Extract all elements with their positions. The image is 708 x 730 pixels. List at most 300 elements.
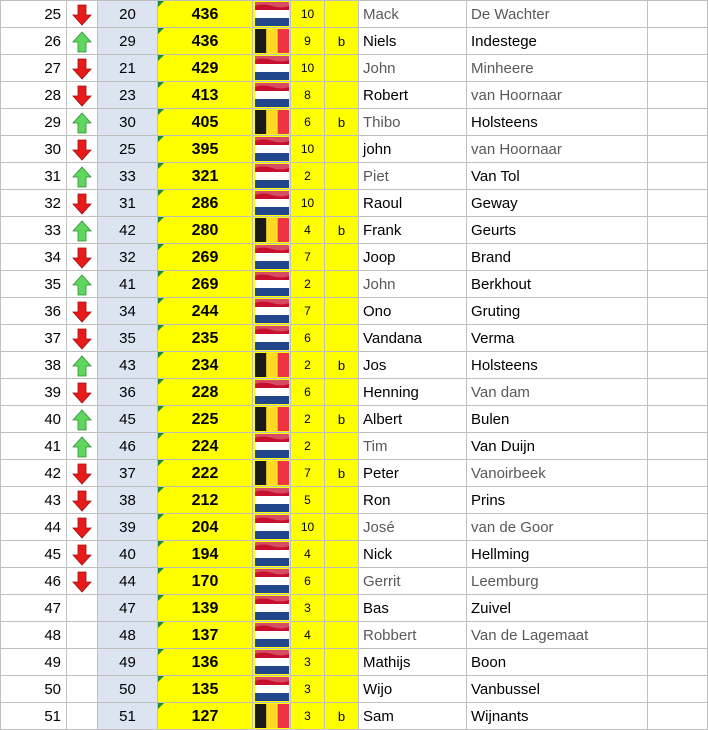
- count-cell[interactable]: 3: [291, 676, 325, 703]
- trend-cell[interactable]: [67, 568, 98, 595]
- score-cell[interactable]: 127: [158, 703, 253, 730]
- score-cell[interactable]: 244: [158, 298, 253, 325]
- previous-position-cell[interactable]: 25: [98, 136, 158, 163]
- previous-position-cell[interactable]: 21: [98, 55, 158, 82]
- country-code-cell[interactable]: [325, 676, 359, 703]
- netherlands-flag-icon: [255, 326, 289, 350]
- previous-position-cell[interactable]: 46: [98, 433, 158, 460]
- count-cell[interactable]: 10: [291, 190, 325, 217]
- country-code-cell[interactable]: [325, 379, 359, 406]
- last-name-cell[interactable]: Berkhout: [467, 271, 648, 298]
- position-cell[interactable]: 37: [1, 325, 67, 352]
- trend-cell[interactable]: [67, 136, 98, 163]
- empty-cell[interactable]: [648, 298, 708, 325]
- count-cell[interactable]: 10: [291, 55, 325, 82]
- score-cell[interactable]: 286: [158, 190, 253, 217]
- position-cell[interactable]: 39: [1, 379, 67, 406]
- empty-cell[interactable]: [648, 55, 708, 82]
- first-name-cell[interactable]: Vandana: [359, 325, 467, 352]
- first-name-cell[interactable]: Gerrit: [359, 568, 467, 595]
- flag-cell[interactable]: [253, 460, 291, 487]
- previous-position-cell[interactable]: 34: [98, 298, 158, 325]
- previous-position-cell[interactable]: 43: [98, 352, 158, 379]
- position-cell[interactable]: 34: [1, 244, 67, 271]
- empty-cell[interactable]: [648, 541, 708, 568]
- empty-cell[interactable]: [648, 82, 708, 109]
- empty-cell[interactable]: [648, 1, 708, 28]
- last-name-cell[interactable]: Boon: [467, 649, 648, 676]
- previous-position-cell[interactable]: 39: [98, 514, 158, 541]
- position-cell[interactable]: 44: [1, 514, 67, 541]
- score-cell[interactable]: 436: [158, 1, 253, 28]
- count-cell[interactable]: 2: [291, 163, 325, 190]
- country-code-cell[interactable]: [325, 244, 359, 271]
- trend-cell[interactable]: [67, 514, 98, 541]
- country-code-cell[interactable]: [325, 622, 359, 649]
- flag-cell[interactable]: [253, 703, 291, 730]
- first-name-cell[interactable]: Mack: [359, 1, 467, 28]
- count-cell[interactable]: 10: [291, 1, 325, 28]
- flag-cell[interactable]: [253, 1, 291, 28]
- empty-cell[interactable]: [648, 703, 708, 730]
- last-name-cell[interactable]: Brand: [467, 244, 648, 271]
- flag-cell[interactable]: [253, 406, 291, 433]
- trend-cell[interactable]: [67, 406, 98, 433]
- up-arrow-icon: [72, 436, 92, 458]
- score-cell[interactable]: 395: [158, 136, 253, 163]
- last-name-cell[interactable]: Zuivel: [467, 595, 648, 622]
- belgium-flag-icon: [255, 353, 289, 377]
- last-name-cell[interactable]: Geurts: [467, 217, 648, 244]
- score-cell[interactable]: 137: [158, 622, 253, 649]
- trend-cell[interactable]: [67, 28, 98, 55]
- netherlands-flag-icon: [255, 650, 289, 674]
- score-cell[interactable]: 139: [158, 595, 253, 622]
- score-cell[interactable]: 280: [158, 217, 253, 244]
- score-cell[interactable]: 321: [158, 163, 253, 190]
- last-name-cell[interactable]: Hellming: [467, 541, 648, 568]
- country-code-cell[interactable]: b: [325, 217, 359, 244]
- empty-cell[interactable]: [648, 325, 708, 352]
- table-row: [1, 136, 708, 163]
- trend-cell[interactable]: [67, 82, 98, 109]
- flag-cell[interactable]: [253, 217, 291, 244]
- score-cell[interactable]: 194: [158, 541, 253, 568]
- score-cell[interactable]: 405: [158, 109, 253, 136]
- score-cell[interactable]: 222: [158, 460, 253, 487]
- first-name-cell[interactable]: Albert: [359, 406, 467, 433]
- trend-cell[interactable]: [67, 190, 98, 217]
- position-cell[interactable]: 49: [1, 649, 67, 676]
- flag-cell[interactable]: [253, 622, 291, 649]
- down-arrow-icon: [72, 544, 92, 566]
- table-row: [1, 271, 708, 298]
- flag-cell[interactable]: [253, 541, 291, 568]
- position-cell[interactable]: 46: [1, 568, 67, 595]
- flag-cell[interactable]: [253, 649, 291, 676]
- table-row: [1, 1, 708, 28]
- last-name-cell[interactable]: Minheere: [467, 55, 648, 82]
- count-cell[interactable]: 6: [291, 109, 325, 136]
- country-code-cell[interactable]: [325, 163, 359, 190]
- trend-cell[interactable]: [67, 217, 98, 244]
- country-code-cell[interactable]: [325, 136, 359, 163]
- last-name-cell[interactable]: Gruting: [467, 298, 648, 325]
- table-row: [1, 217, 708, 244]
- score-cell[interactable]: 170: [158, 568, 253, 595]
- flag-cell[interactable]: [253, 352, 291, 379]
- table-row: [1, 703, 708, 730]
- count-cell[interactable]: 10: [291, 514, 325, 541]
- position-cell[interactable]: 51: [1, 703, 67, 730]
- position-cell[interactable]: 42: [1, 460, 67, 487]
- position-cell[interactable]: 48: [1, 622, 67, 649]
- score-cell[interactable]: 436: [158, 28, 253, 55]
- first-name-cell[interactable]: Bas: [359, 595, 467, 622]
- score-cell[interactable]: 224: [158, 433, 253, 460]
- previous-position-cell[interactable]: 50: [98, 676, 158, 703]
- flag-cell[interactable]: [253, 676, 291, 703]
- position-cell[interactable]: 50: [1, 676, 67, 703]
- table-row: [1, 568, 708, 595]
- empty-cell[interactable]: [648, 622, 708, 649]
- up-arrow-icon: [72, 409, 92, 431]
- flag-cell[interactable]: [253, 595, 291, 622]
- flag-cell[interactable]: [253, 487, 291, 514]
- first-name-cell[interactable]: Ron: [359, 487, 467, 514]
- last-name-cell[interactable]: Vanoirbeek: [467, 460, 648, 487]
- previous-position-cell[interactable]: 23: [98, 82, 158, 109]
- first-name-cell[interactable]: Robbert: [359, 622, 467, 649]
- trend-cell[interactable]: [67, 325, 98, 352]
- previous-position-cell[interactable]: 29: [98, 28, 158, 55]
- first-name-cell[interactable]: Raoul: [359, 190, 467, 217]
- country-code-cell[interactable]: b: [325, 352, 359, 379]
- table-row: [1, 163, 708, 190]
- trend-cell[interactable]: [67, 109, 98, 136]
- empty-cell[interactable]: [648, 28, 708, 55]
- last-name-cell[interactable]: Verma: [467, 325, 648, 352]
- position-cell[interactable]: 40: [1, 406, 67, 433]
- flag-cell[interactable]: [253, 190, 291, 217]
- first-name-cell[interactable]: Sam: [359, 703, 467, 730]
- previous-position-cell[interactable]: 32: [98, 244, 158, 271]
- previous-position-cell[interactable]: 49: [98, 649, 158, 676]
- country-code-cell[interactable]: [325, 514, 359, 541]
- score-cell[interactable]: 228: [158, 379, 253, 406]
- country-code-cell[interactable]: [325, 82, 359, 109]
- empty-cell[interactable]: [648, 487, 708, 514]
- count-cell[interactable]: 2: [291, 406, 325, 433]
- position-cell[interactable]: 30: [1, 136, 67, 163]
- country-code-cell[interactable]: [325, 325, 359, 352]
- trend-cell[interactable]: [67, 541, 98, 568]
- down-arrow-icon: [72, 247, 92, 269]
- flag-cell[interactable]: [253, 568, 291, 595]
- previous-position-cell[interactable]: 48: [98, 622, 158, 649]
- first-name-cell[interactable]: Nick: [359, 541, 467, 568]
- previous-position-cell[interactable]: 30: [98, 109, 158, 136]
- count-cell[interactable]: 9: [291, 28, 325, 55]
- country-code-cell[interactable]: [325, 271, 359, 298]
- count-cell[interactable]: 7: [291, 460, 325, 487]
- position-cell[interactable]: 26: [1, 28, 67, 55]
- trend-cell[interactable]: [67, 460, 98, 487]
- country-code-cell[interactable]: b: [325, 703, 359, 730]
- first-name-cell[interactable]: Ono: [359, 298, 467, 325]
- table-row: [1, 82, 708, 109]
- country-code-cell[interactable]: [325, 1, 359, 28]
- count-cell[interactable]: 5: [291, 487, 325, 514]
- empty-cell[interactable]: [648, 433, 708, 460]
- country-code-cell[interactable]: [325, 55, 359, 82]
- first-name-cell[interactable]: John: [359, 271, 467, 298]
- count-cell[interactable]: 2: [291, 271, 325, 298]
- country-code-cell[interactable]: [325, 568, 359, 595]
- country-code-cell[interactable]: b: [325, 406, 359, 433]
- table-row: [1, 109, 708, 136]
- last-name-cell[interactable]: Holsteens: [467, 352, 648, 379]
- last-name-cell[interactable]: Vanbussel: [467, 676, 648, 703]
- flag-cell[interactable]: [253, 163, 291, 190]
- netherlands-flag-icon: [255, 191, 289, 215]
- trend-cell[interactable]: [67, 379, 98, 406]
- down-arrow-icon: [72, 328, 92, 350]
- first-name-cell[interactable]: Joop: [359, 244, 467, 271]
- count-cell[interactable]: 3: [291, 595, 325, 622]
- trend-cell[interactable]: [67, 352, 98, 379]
- count-cell[interactable]: 6: [291, 568, 325, 595]
- last-name-cell[interactable]: Van Tol: [467, 163, 648, 190]
- position-cell[interactable]: 35: [1, 271, 67, 298]
- score-cell[interactable]: 135: [158, 676, 253, 703]
- trend-cell[interactable]: [67, 676, 98, 703]
- last-name-cell[interactable]: Holsteens: [467, 109, 648, 136]
- trend-cell[interactable]: [67, 703, 98, 730]
- trend-cell[interactable]: [67, 271, 98, 298]
- previous-position-cell[interactable]: 41: [98, 271, 158, 298]
- empty-cell[interactable]: [648, 271, 708, 298]
- flag-cell[interactable]: [253, 82, 291, 109]
- last-name-cell[interactable]: Indestege: [467, 28, 648, 55]
- first-name-cell[interactable]: Mathijs: [359, 649, 467, 676]
- position-cell[interactable]: 43: [1, 487, 67, 514]
- flag-cell[interactable]: [253, 379, 291, 406]
- last-name-cell[interactable]: Geway: [467, 190, 648, 217]
- position-cell[interactable]: 29: [1, 109, 67, 136]
- flag-cell[interactable]: [253, 271, 291, 298]
- previous-position-cell[interactable]: 38: [98, 487, 158, 514]
- score-cell[interactable]: 212: [158, 487, 253, 514]
- position-cell[interactable]: 31: [1, 163, 67, 190]
- previous-position-cell[interactable]: 35: [98, 325, 158, 352]
- score-cell[interactable]: 413: [158, 82, 253, 109]
- flag-cell[interactable]: [253, 325, 291, 352]
- country-code-cell[interactable]: b: [325, 460, 359, 487]
- down-arrow-icon: [72, 4, 92, 26]
- trend-cell[interactable]: [67, 433, 98, 460]
- table-row: [1, 622, 708, 649]
- flag-cell[interactable]: [253, 109, 291, 136]
- previous-position-cell[interactable]: 40: [98, 541, 158, 568]
- count-cell[interactable]: 4: [291, 622, 325, 649]
- flag-cell[interactable]: [253, 55, 291, 82]
- last-name-cell[interactable]: Wijnants: [467, 703, 648, 730]
- score-cell[interactable]: 269: [158, 244, 253, 271]
- first-name-cell[interactable]: Frank: [359, 217, 467, 244]
- trend-cell[interactable]: [67, 649, 98, 676]
- position-cell[interactable]: 41: [1, 433, 67, 460]
- table-row: [1, 460, 708, 487]
- trend-cell[interactable]: [67, 244, 98, 271]
- country-code-cell[interactable]: [325, 433, 359, 460]
- empty-cell[interactable]: [648, 649, 708, 676]
- empty-cell[interactable]: [648, 676, 708, 703]
- last-name-cell[interactable]: van Hoornaar: [467, 82, 648, 109]
- previous-position-cell[interactable]: 44: [98, 568, 158, 595]
- first-name-cell[interactable]: Wijo: [359, 676, 467, 703]
- previous-position-cell[interactable]: 37: [98, 460, 158, 487]
- down-arrow-icon: [72, 463, 92, 485]
- flag-cell[interactable]: [253, 433, 291, 460]
- last-name-cell[interactable]: Prins: [467, 487, 648, 514]
- trend-cell[interactable]: [67, 1, 98, 28]
- previous-position-cell[interactable]: 51: [98, 703, 158, 730]
- count-cell[interactable]: 4: [291, 217, 325, 244]
- position-cell[interactable]: 38: [1, 352, 67, 379]
- country-code-cell[interactable]: b: [325, 28, 359, 55]
- empty-cell[interactable]: [648, 217, 708, 244]
- empty-cell[interactable]: [648, 379, 708, 406]
- netherlands-flag-icon: [255, 137, 289, 161]
- score-cell[interactable]: 235: [158, 325, 253, 352]
- score-cell[interactable]: 234: [158, 352, 253, 379]
- empty-cell[interactable]: [648, 514, 708, 541]
- count-cell[interactable]: 6: [291, 379, 325, 406]
- position-cell[interactable]: 47: [1, 595, 67, 622]
- empty-cell[interactable]: [648, 568, 708, 595]
- score-cell[interactable]: 225: [158, 406, 253, 433]
- first-name-cell[interactable]: John: [359, 55, 467, 82]
- country-code-cell[interactable]: [325, 190, 359, 217]
- first-name-cell[interactable]: Jos: [359, 352, 467, 379]
- empty-cell[interactable]: [648, 460, 708, 487]
- last-name-cell[interactable]: Leemburg: [467, 568, 648, 595]
- previous-position-cell[interactable]: 45: [98, 406, 158, 433]
- first-name-cell[interactable]: Robert: [359, 82, 467, 109]
- score-cell[interactable]: 269: [158, 271, 253, 298]
- first-name-cell[interactable]: Piet: [359, 163, 467, 190]
- count-cell[interactable]: 7: [291, 298, 325, 325]
- empty-cell[interactable]: [648, 136, 708, 163]
- trend-cell[interactable]: [67, 622, 98, 649]
- empty-cell[interactable]: [648, 406, 708, 433]
- score-cell[interactable]: 204: [158, 514, 253, 541]
- flag-cell[interactable]: [253, 28, 291, 55]
- country-code-cell[interactable]: [325, 649, 359, 676]
- first-name-cell[interactable]: Niels: [359, 28, 467, 55]
- empty-cell[interactable]: [648, 190, 708, 217]
- position-cell[interactable]: 28: [1, 82, 67, 109]
- score-cell[interactable]: 429: [158, 55, 253, 82]
- last-name-cell[interactable]: Van dam: [467, 379, 648, 406]
- last-name-cell[interactable]: Bulen: [467, 406, 648, 433]
- first-name-cell[interactable]: Thibo: [359, 109, 467, 136]
- position-cell[interactable]: 32: [1, 190, 67, 217]
- up-arrow-icon: [72, 112, 92, 134]
- count-cell[interactable]: 3: [291, 703, 325, 730]
- empty-cell[interactable]: [648, 109, 708, 136]
- count-cell[interactable]: 2: [291, 433, 325, 460]
- trend-cell[interactable]: [67, 163, 98, 190]
- previous-position-cell[interactable]: 31: [98, 190, 158, 217]
- netherlands-flag-icon: [255, 515, 289, 539]
- country-code-cell[interactable]: [325, 595, 359, 622]
- last-name-cell[interactable]: Van Duijn: [467, 433, 648, 460]
- position-cell[interactable]: 27: [1, 55, 67, 82]
- trend-cell[interactable]: [67, 298, 98, 325]
- count-cell[interactable]: 6: [291, 325, 325, 352]
- previous-position-cell[interactable]: 42: [98, 217, 158, 244]
- table-row: [1, 352, 708, 379]
- count-cell[interactable]: 4: [291, 541, 325, 568]
- flag-cell[interactable]: [253, 136, 291, 163]
- flag-cell[interactable]: [253, 298, 291, 325]
- last-name-cell[interactable]: van de Goor: [467, 514, 648, 541]
- first-name-cell[interactable]: Peter: [359, 460, 467, 487]
- position-cell[interactable]: 25: [1, 1, 67, 28]
- first-name-cell[interactable]: Henning: [359, 379, 467, 406]
- table-row: [1, 55, 708, 82]
- country-code-cell[interactable]: [325, 541, 359, 568]
- country-code-cell[interactable]: [325, 487, 359, 514]
- last-name-cell[interactable]: van Hoornaar: [467, 136, 648, 163]
- previous-position-cell[interactable]: 36: [98, 379, 158, 406]
- first-name-cell[interactable]: john: [359, 136, 467, 163]
- country-code-cell[interactable]: b: [325, 109, 359, 136]
- first-name-cell[interactable]: Tim: [359, 433, 467, 460]
- flag-cell[interactable]: [253, 244, 291, 271]
- last-name-cell[interactable]: Van de Lagemaat: [467, 622, 648, 649]
- count-cell[interactable]: 2: [291, 352, 325, 379]
- table-row: [1, 649, 708, 676]
- count-cell[interactable]: 10: [291, 136, 325, 163]
- count-cell[interactable]: 8: [291, 82, 325, 109]
- position-cell[interactable]: 36: [1, 298, 67, 325]
- empty-cell[interactable]: [648, 163, 708, 190]
- count-cell[interactable]: 3: [291, 649, 325, 676]
- position-cell[interactable]: 45: [1, 541, 67, 568]
- first-name-cell[interactable]: José: [359, 514, 467, 541]
- previous-position-cell[interactable]: 20: [98, 1, 158, 28]
- trend-cell[interactable]: [67, 487, 98, 514]
- score-cell[interactable]: 136: [158, 649, 253, 676]
- count-cell[interactable]: 7: [291, 244, 325, 271]
- down-arrow-icon: [72, 517, 92, 539]
- last-name-cell[interactable]: De Wachter: [467, 1, 648, 28]
- country-code-cell[interactable]: [325, 298, 359, 325]
- empty-cell[interactable]: [648, 244, 708, 271]
- previous-position-cell[interactable]: 47: [98, 595, 158, 622]
- trend-cell[interactable]: [67, 55, 98, 82]
- previous-position-cell[interactable]: 33: [98, 163, 158, 190]
- trend-cell[interactable]: [67, 595, 98, 622]
- empty-cell[interactable]: [648, 595, 708, 622]
- table-row: [1, 676, 708, 703]
- empty-cell[interactable]: [648, 352, 708, 379]
- position-cell[interactable]: 33: [1, 217, 67, 244]
- flag-cell[interactable]: [253, 514, 291, 541]
